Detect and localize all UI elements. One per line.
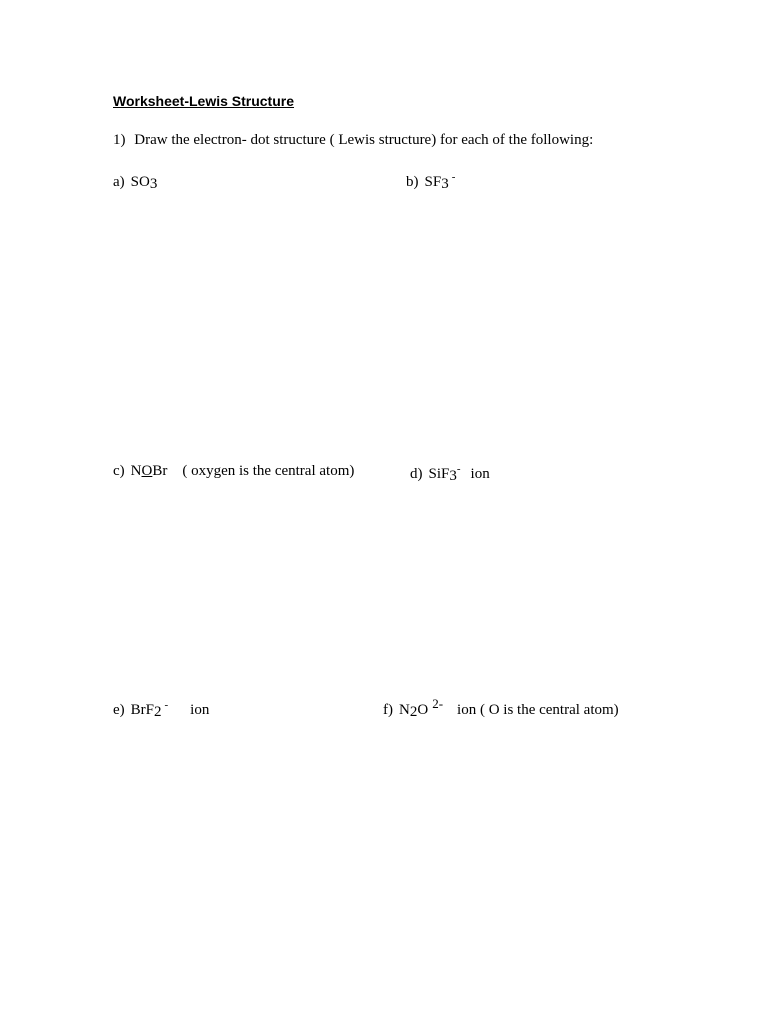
item-b-formula-sub: 3 [441,176,449,192]
instruction-line [113,131,593,149]
item-f-label: f) [383,702,393,718]
item-d-formula [429,465,461,484]
item-e-formula [131,701,169,720]
worksheet-title: Worksheet-Lewis Structure [113,93,295,109]
item-d-formula-charge: - [456,463,461,475]
item-b [406,173,455,192]
item-d-label: d) [410,466,423,482]
item-d-formula-sub: 3 [449,468,457,484]
item-a-formula-main: SO [130,174,150,190]
item-c-note: ( oxygen is the central atom) [182,463,355,479]
item-c-formula [131,462,168,480]
item-e-formula-main: BrF [130,702,154,718]
item-d-formula-main: SiF [428,466,450,482]
item-e-note: ion [190,702,210,718]
item-d [410,465,490,484]
item-a-formula-sub: 3 [149,176,158,192]
item-c-formula-n: N [130,463,142,479]
item-b-label: b) [406,174,419,190]
item-c [113,462,354,480]
item-e-formula-sub: 2 [154,704,162,720]
item-f-formula-o: O [417,702,429,718]
item-e [113,701,209,720]
item-c-formula-br: Br [152,463,168,479]
item-f-formula [399,696,444,720]
item-f-formula-sub: 2 [409,704,418,720]
item-c-formula-central-o: O [141,463,153,479]
instruction-text: Draw the electron- dot structure ( Lewis structure) for each of the following: [134,132,594,148]
item-d-note: ion [470,466,490,482]
item-e-formula-charge: - [164,699,169,711]
item-b-formula-charge: - [451,171,456,183]
item-f-formula-charge: 2- [432,696,444,711]
item-e-label: e) [113,702,125,718]
item-a-label: a) [113,174,125,190]
item-a [113,173,157,191]
item-f-formula-n: N [399,702,410,718]
item-f [383,696,619,720]
item-c-label: c) [113,463,125,479]
item-b-formula-main: SF [424,174,442,190]
item-f-note: ion ( O is the central atom) [457,702,619,718]
instruction-number: 1) [113,132,126,148]
item-a-formula [131,173,158,191]
item-b-formula [425,173,456,192]
